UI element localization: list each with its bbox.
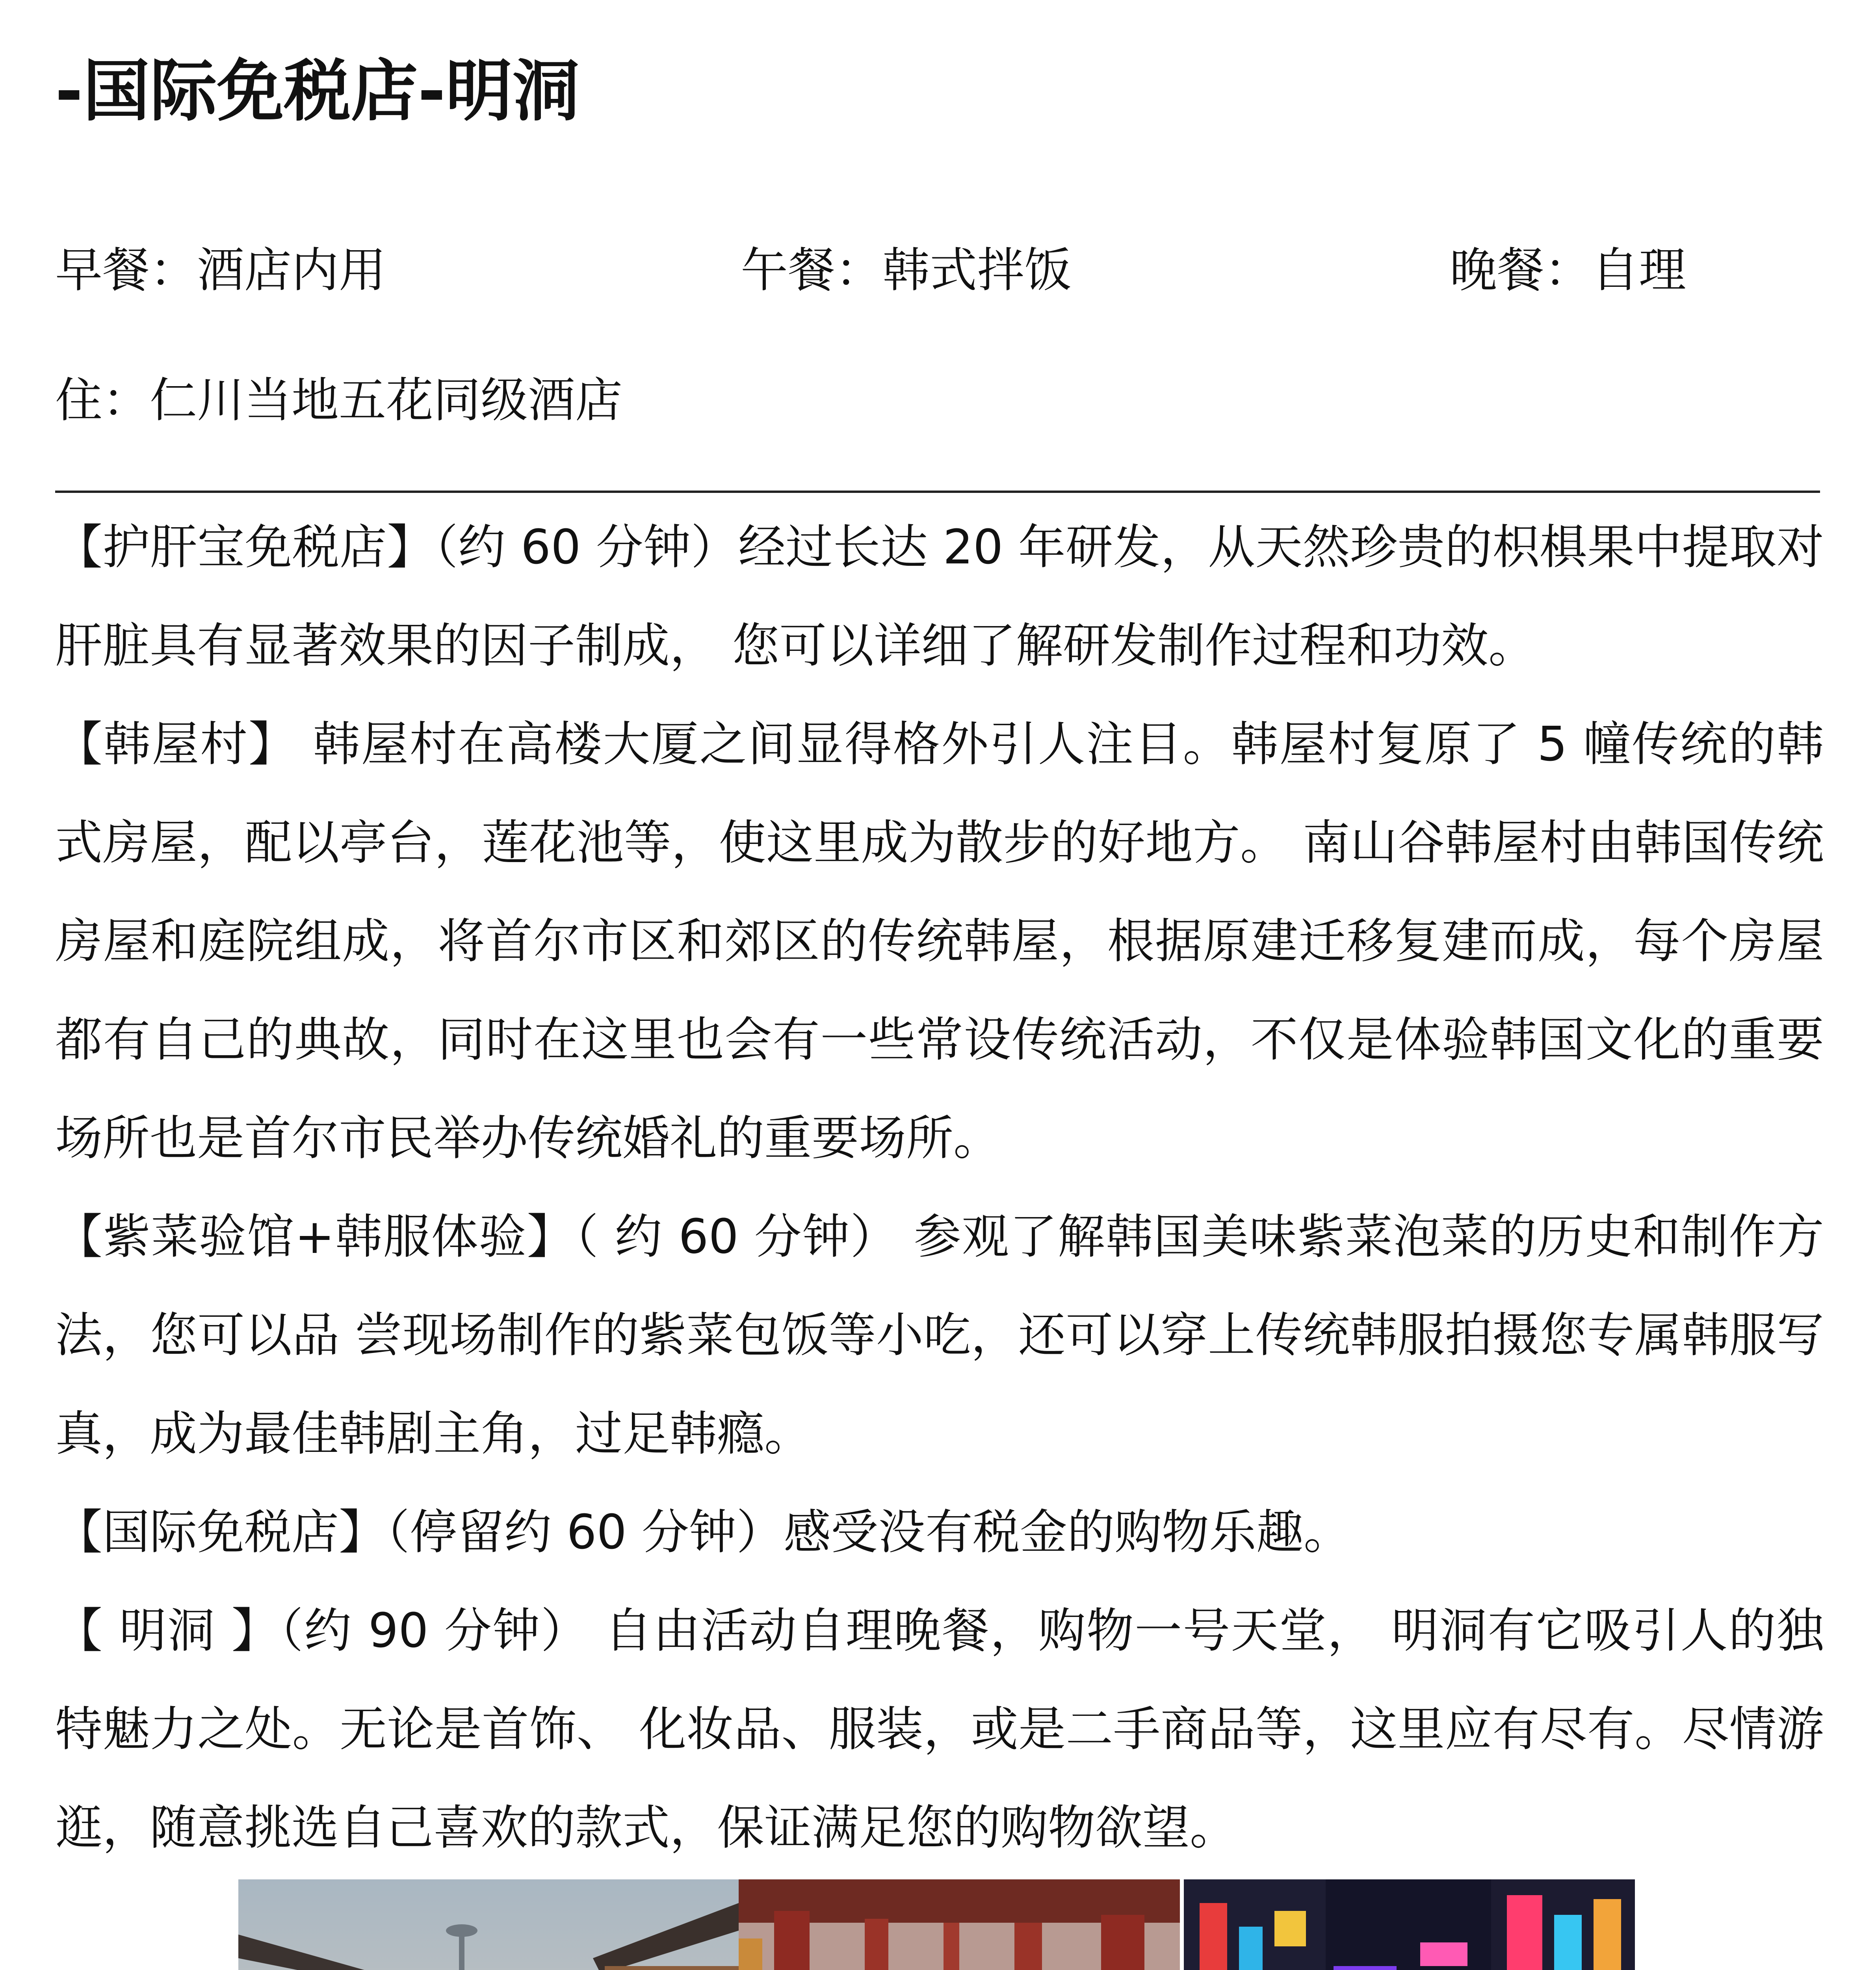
dinner-info: 晚餐：自理 xyxy=(1450,243,1686,298)
hanbok-corridor-photo xyxy=(739,1879,1180,1970)
itinerary-paragraph: 【护肝宝免税店】（约 60 分钟）经过长达 20 年研发，从天然珍贵的枳椇果中提取对肝脏具有显著效果的因子制成， 您可以详细了解研发制作过程和功效。 xyxy=(55,520,1824,673)
divider xyxy=(55,491,1820,493)
breakfast-info: 早餐：酒店内用 xyxy=(55,243,386,298)
hanok-village-photo xyxy=(238,1879,739,1970)
lunch-info: 午餐：韩式拌饭 xyxy=(741,243,1072,298)
itinerary-paragraph: 【国际免税店】（停留约 60 分钟）感受没有税金的购物乐趣。 xyxy=(55,1505,1351,1560)
itinerary-paragraph: 【 明洞 】（约 90 分钟） 自由活动自理晚餐，购物一号天堂， 明洞有它吸引人的独特魅力之处。无论是首饰、 化妆品、服装，或是二手商品等，这里应有尽有。尽情游逛，随意挑选自己喜欢的款式，保证满足您的购物欲望。 xyxy=(55,1604,1824,1855)
myeongdong-night-street-photo xyxy=(1184,1879,1635,1970)
day-title: -国际免税店-明洞 xyxy=(55,52,580,130)
itinerary-paragraph: 【韩屋村】 韩屋村在高楼大厦之间显得格外引人注目。韩屋村复原了 5 幢传统的韩式房屋，配以亭台，莲花池等，使这里成为散步的好地方。 南山谷韩屋村由韩国传统房屋和庭院组成，将首尔市区和郊区的传统韩屋，根据原建迁移复建而成，每个房屋都有自己的典故，同时在这里也会有一些常设传统活动，不仅是体验韩国文化的重要场所也是首尔市民举办传统婚礼的重要场所。 xyxy=(55,717,1824,1166)
itinerary-body xyxy=(55,498,1824,1877)
itinerary-paragraph: 【紫菜验馆+韩服体验】（ 约 60 分钟） 参观了解韩国美味紫菜泡菜的历史和制作方法，您可以品 尝现场制作的紫菜包饭等小吃，还可以穿上传统韩服拍摄您专属韩服写真，成为最佳韩剧主角，过足韩瘾。 xyxy=(55,1210,1824,1461)
accommodation-info: 住：仁川当地五花同级酒店 xyxy=(55,373,622,428)
